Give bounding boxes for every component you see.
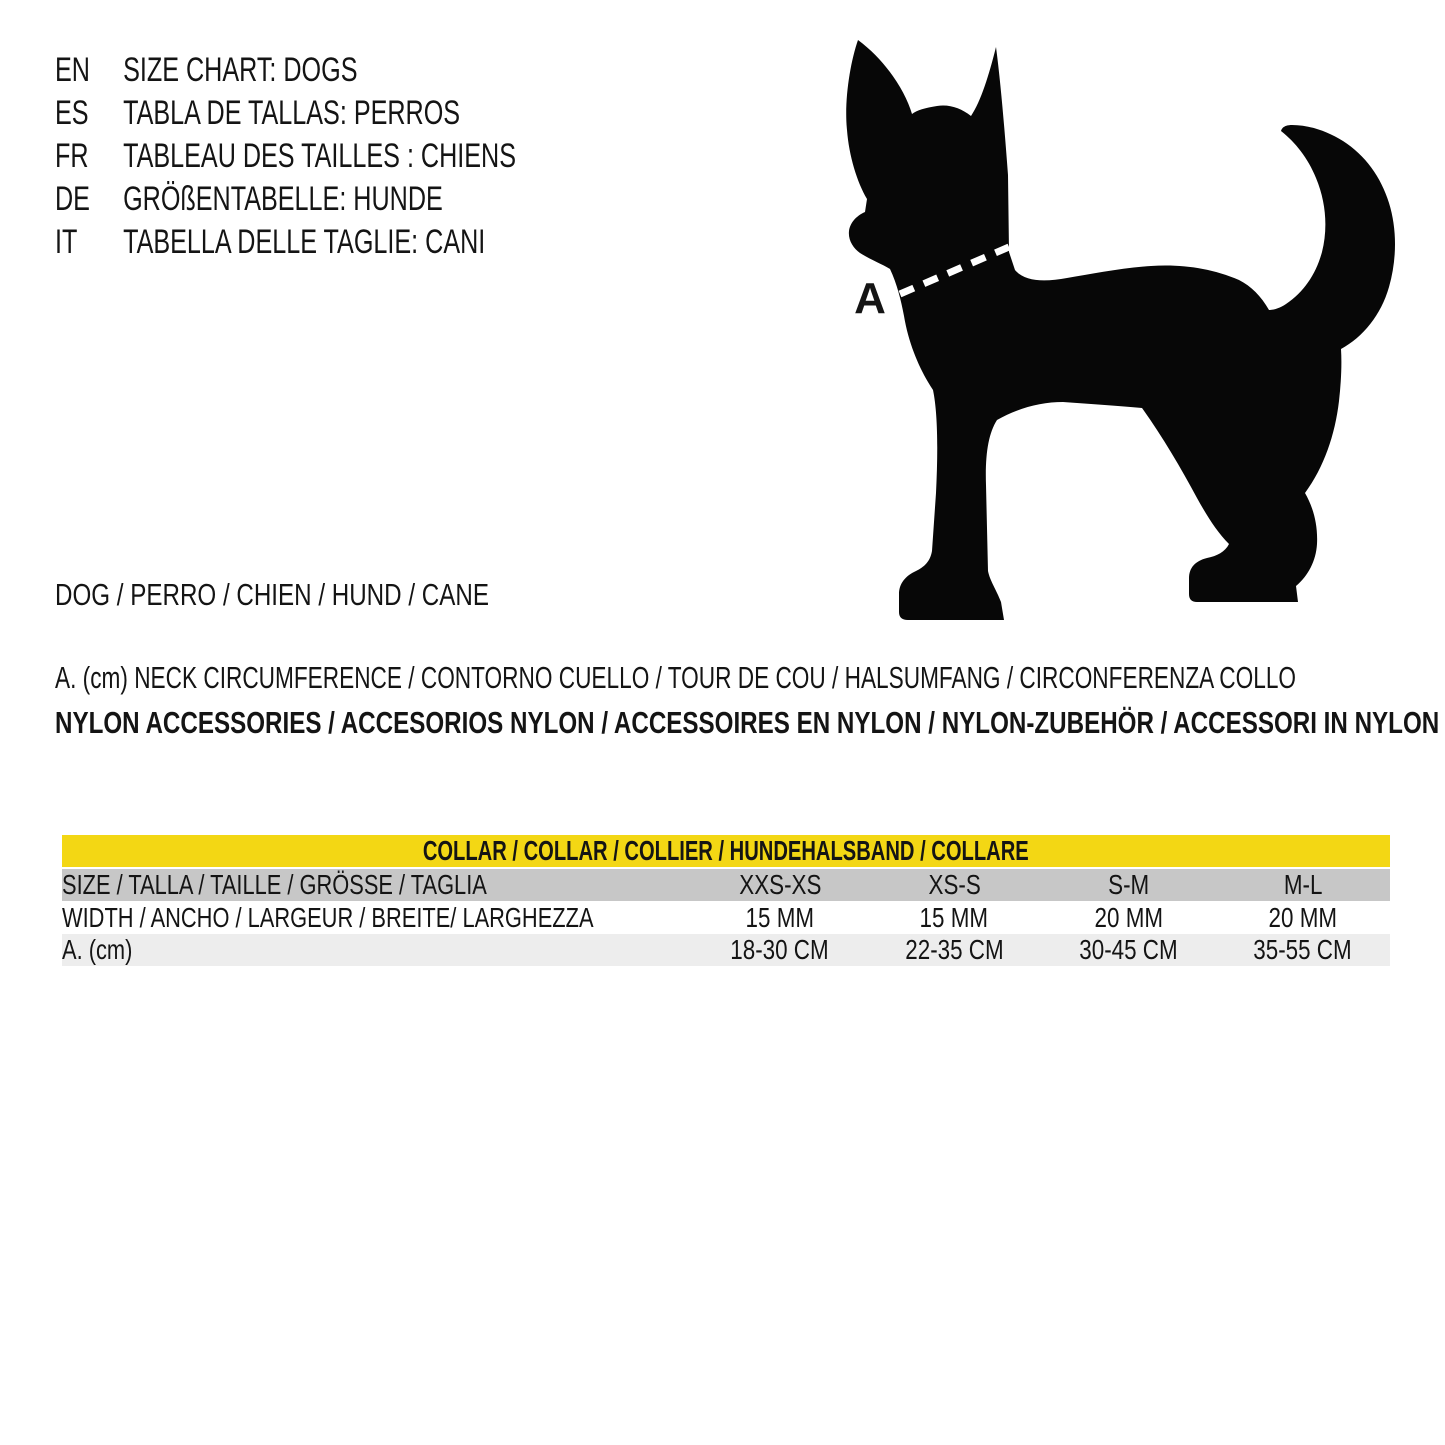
table-cell-text: 20 MM [1268, 901, 1338, 933]
collar-size-table [62, 835, 1390, 966]
table-title: COLLAR / COLLAR / COLLIER / HUNDEHALSBAND / COLLARE [423, 835, 1029, 866]
row-label-cell [62, 934, 693, 966]
neck-circumference-text: A. (cm) NECK CIRCUMFERENCE / CONTORNO CUELLO / TOUR DE COU / HALSUMFANG / CIRCONFERENZA COLLO [55, 660, 1297, 695]
neck-circumference-note [55, 660, 1445, 696]
size-col-header-text: M-L [1283, 869, 1323, 900]
page-title: TABLA DE TALLAS: PERROS [123, 94, 461, 132]
language-code: IT [55, 223, 78, 261]
size-col-header-text: XS-S [928, 869, 981, 900]
language-row [55, 49, 678, 92]
table-cell-text: 30-45 CM [1079, 934, 1178, 965]
language-code: DE [55, 180, 90, 218]
language-row [55, 135, 678, 178]
size-col-header [1041, 869, 1215, 901]
language-row [55, 92, 678, 135]
size-col-header [867, 869, 1041, 901]
table-cell [1041, 934, 1215, 966]
animal-caption [55, 577, 611, 613]
table-cell-text: 15 MM [920, 901, 989, 933]
table-cell [867, 901, 1041, 934]
page-title: SIZE CHART: DOGS [123, 51, 358, 89]
language-row [55, 221, 678, 264]
language-row [55, 178, 678, 221]
language-code: ES [55, 94, 89, 132]
table-cell-text: 20 MM [1094, 901, 1163, 933]
table-title-row [62, 835, 1390, 869]
size-col-header [693, 869, 867, 901]
row-label: A. (cm) [62, 934, 133, 965]
dog-figure [820, 15, 1420, 635]
language-title-list [55, 49, 678, 264]
material-note [55, 705, 1445, 741]
table-cell-text: 22-35 CM [905, 934, 1004, 965]
table-cell [1041, 901, 1215, 934]
size-header-label-cell [62, 869, 693, 901]
dog-illustration [820, 15, 1420, 635]
table-cell [693, 934, 867, 966]
table-cell [1216, 901, 1390, 934]
neck-measure-row [62, 934, 1390, 966]
table-cell-text: 35-55 CM [1253, 934, 1353, 965]
table-cell [1216, 934, 1390, 966]
table-size-header-row [62, 869, 1390, 901]
row-label: WIDTH / ANCHO / LARGEUR / BREITE/ LARGHEZZA [62, 901, 594, 933]
table-title-cell [62, 835, 1390, 869]
size-col-header [1216, 869, 1390, 901]
dog-silhouette [846, 40, 1395, 620]
animal-caption-text: DOG / PERRO / CHIEN / HUND / CANE [55, 577, 489, 612]
table-cell [867, 934, 1041, 966]
language-code: FR [55, 137, 89, 175]
material-note-text: NYLON ACCESSORIES / ACCESORIOS NYLON / ACCESSOIRES EN NYLON / NYLON-ZUBEHÖR / ACCESSORI IN NYLON [55, 705, 1440, 740]
table-cell [693, 901, 867, 934]
language-code: EN [55, 51, 90, 89]
page-title: GRÖßENTABELLE: HUNDE [123, 180, 443, 218]
size-col-header-text: S-M [1108, 869, 1150, 900]
page-title: TABLEAU DES TAILLES : CHIENS [123, 137, 516, 175]
table-cell-text: 15 MM [745, 901, 815, 933]
size-header-label: SIZE / TALLA / TAILLE / GRÖSSE / TAGLIA [62, 869, 487, 900]
width-row [62, 901, 1390, 934]
table-cell-text: 18-30 CM [730, 934, 830, 965]
page-title: TABELLA DELLE TAGLIE: CANI [123, 223, 486, 261]
row-label-cell [62, 901, 693, 934]
measure-label-a: A [854, 274, 886, 323]
size-col-header-text: XXS-XS [738, 869, 822, 900]
